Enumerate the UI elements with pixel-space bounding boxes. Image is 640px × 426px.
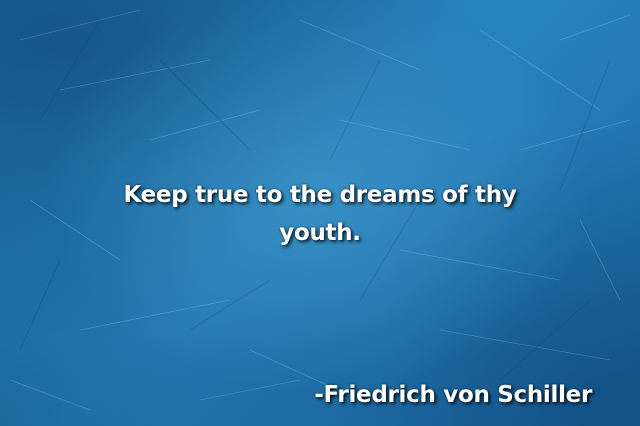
quote-text: Keep true to the dreams of thy youth. bbox=[123, 182, 517, 246]
quote-author: -Friedrich von Schiller bbox=[314, 382, 592, 408]
